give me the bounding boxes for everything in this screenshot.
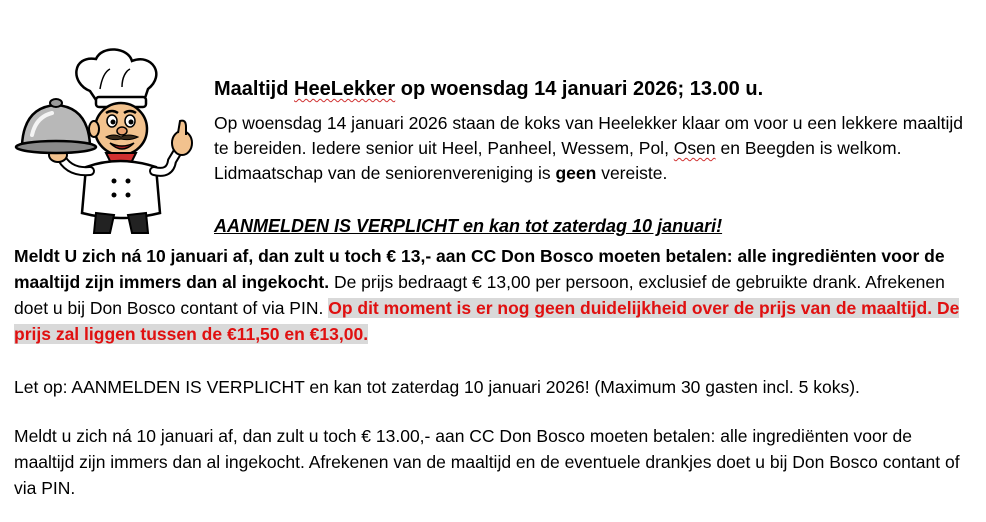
title-part2: op woensdag 14 januari 2026; 13.00 u. — [395, 78, 764, 100]
price-uncertainty-highlight: Op dit moment is er nog geen duidelijkheid over de prijs van de maaltijd. De prijs zal liggen tussen de €11,50 en €13,00. — [14, 298, 960, 344]
chef-illustration-icon — [10, 43, 198, 241]
intro-osen: Osen — [673, 138, 716, 158]
intro-paragraph — [214, 111, 974, 186]
title-brand-name: HeeLekker — [294, 78, 396, 100]
title-part1: Maaltijd — [214, 78, 295, 100]
intro-text-3: vereiste. — [596, 163, 668, 183]
payment-paragraph: Meldt u zich ná 10 januari af, dan zult u toch € 13.00,- aan CC Don Bosco moeten betalen: alle ingrediënten voor de maaltijd zijn immers dan al ingekocht. Afrekenen van de maaltijd en de eventuele drankjes doet u bij Don Bosco contant of via PIN. — [14, 426, 960, 498]
intro-text-2: en Beegden is welkom. Lidmaatschap van de seniorenvereniging is — [214, 138, 902, 183]
event-title — [214, 78, 763, 101]
intro-bold-word: geen — [555, 163, 597, 183]
cancellation-bold-text: Meldt U zich ná 10 januari af, dan zult u toch € 13,- aan CC Don Bosco moeten betalen: alle ingrediënten voor de maaltijd zijn immers dan al ingekocht. — [14, 246, 945, 292]
intro-text-1: Op woensdag 14 januari 2026 staan de koks van Heelekker klaar om voor u een lekkere maaltijd te bereiden. Iedere senior uit Heel, Panheel, Wessem, Pol, — [214, 113, 964, 158]
registration-note: Let op: AANMELDEN IS VERPLICHT en kan tot zaterdag 10 januari 2026! (Maximum 30 gasten incl. 5 koks). — [14, 377, 860, 397]
registration-warning: AANMELDEN IS VERPLICHT en kan tot zaterdag 10 januari! — [214, 216, 723, 236]
cancellation-paragraph — [14, 243, 976, 347]
price-text: De prijs bedraagt € 13,00 per persoon, exclusief de gebruikte drank. Afrekenen doet u bij Don Bosco contant of via PIN. — [14, 272, 945, 318]
